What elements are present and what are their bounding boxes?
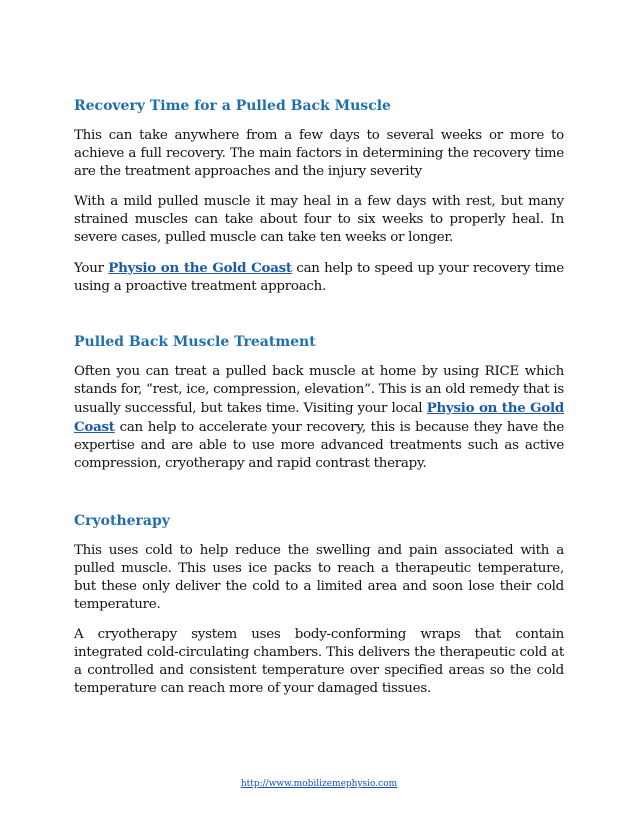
footer-website-link[interactable]: http://www.mobilizemephysio.com xyxy=(240,779,398,789)
section-heading-cryotherapy: Cryotherapy xyxy=(74,513,170,529)
text-segment: Often you can treat a pulled back muscle at home by using RICE which stands for, “rest, ice, compression, elevation”. This is an old remedy that is usually successful, but takes time. Visiting your local xyxy=(74,364,564,416)
paragraph-cryotherapy-system: A cryotherapy system uses body-conforming wraps that contain integrated cold-circulating chambers. This delivers the therapeutic cold at a controlled and consistent temperature over specified areas so the cold temperature can reach more of your damaged tissues. xyxy=(74,627,564,696)
section-spacer xyxy=(74,308,564,333)
text-segment: can help to accelerate your recovery, this is because they have the expertise and are able to use more advanced treatments such as active compression, cryotherapy and rapid contrast therapy. xyxy=(74,420,564,471)
section-spacer xyxy=(74,485,564,512)
page-footer xyxy=(0,779,638,789)
document-page xyxy=(74,97,564,710)
paragraph-recovery-intro: This can take anywhere from a few days to several weeks or more to achieve a full recovery. The main factors in determining the recovery time are the treatment approaches and the injury severity xyxy=(74,128,564,179)
physio-gold-coast-link[interactable]: Physio on the Gold Coast xyxy=(108,260,292,276)
text-segment: Your xyxy=(74,261,109,276)
paragraph-treatment xyxy=(74,363,564,473)
paragraph-recovery-physio xyxy=(74,259,564,296)
section-heading-recovery-time: Recovery Time for a Pulled Back Muscle xyxy=(74,98,391,114)
paragraph-cryotherapy-intro: This uses cold to help reduce the swelling and pain associated with a pulled muscle. This uses ice packs to reach a therapeutic temperature, but these only deliver the cold to a limited area and soon lose their cold temperature. xyxy=(74,543,564,612)
section-heading-treatment: Pulled Back Muscle Treatment xyxy=(74,334,316,350)
text-segment: can help to speed up your recovery time using a proactive treatment approach. xyxy=(74,261,564,294)
paragraph-recovery-mild: With a mild pulled muscle it may heal in a few days with rest, but many strained muscles can take about four to six weeks to properly heal. In severe cases, pulled muscle can take ten weeks or longer. xyxy=(74,194,564,245)
physio-gold-coast-link[interactable]: Physio on the Gold Coast xyxy=(74,400,564,435)
